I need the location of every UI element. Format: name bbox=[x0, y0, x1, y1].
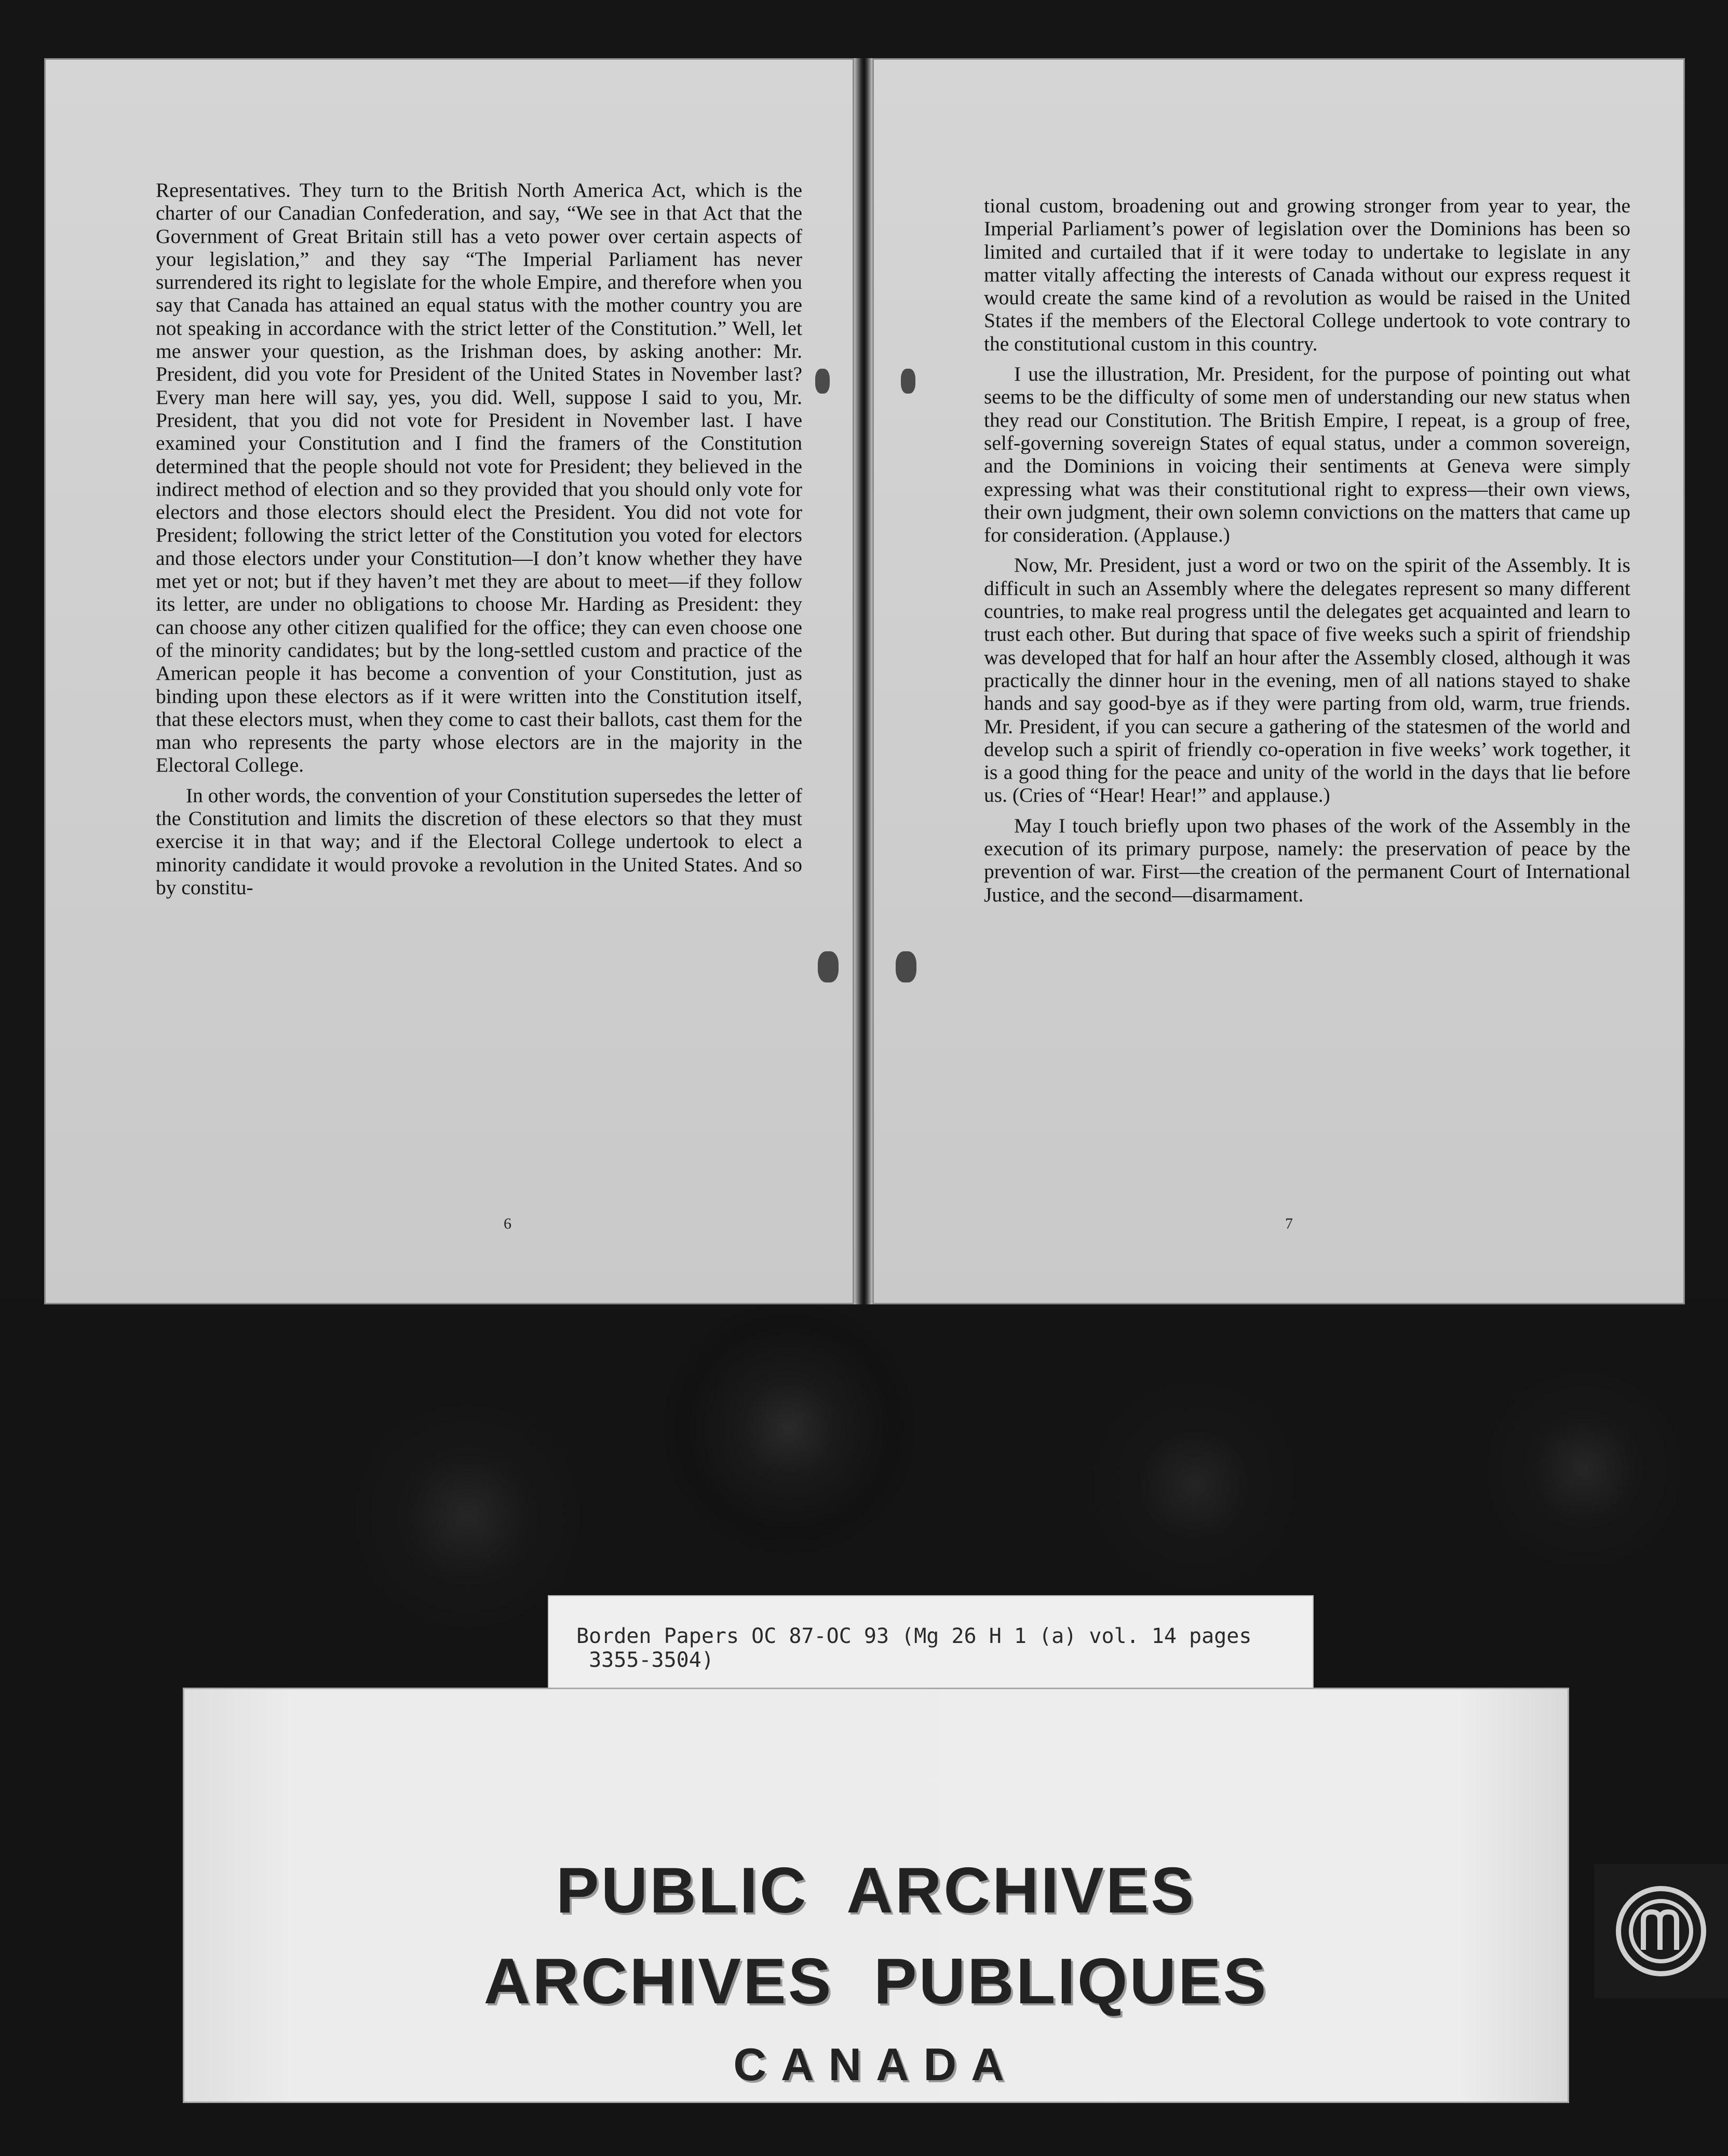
right-page-text bbox=[984, 194, 1630, 906]
page-number: 7 bbox=[1285, 1215, 1293, 1232]
paragraph: tional custom, broadening out and growing stronger from year to year, the Imperial Parliament’s power of legislation over the Dominions has been so limited and curtailed that if it were today to undertake to legislate in any matter vitally affecting the interests of Canada without our express request it would create the same kind of a revolution as would be raised in the United States if the members of the Electoral College undertook to vote contrary to the constitutional custom in this country. bbox=[984, 194, 1630, 355]
archive-title-english: PUBLIC ARCHIVES bbox=[556, 1855, 1196, 1926]
reference-line: 3355-3504) bbox=[576, 1648, 714, 1672]
microfilm-logo-icon bbox=[1594, 1864, 1728, 1998]
logo-graphic bbox=[1594, 1864, 1728, 1998]
paragraph: Now, Mr. President, just a word or two on the spirit of the Assembly. It is difficult in such an Assembly where the delegates represent so many different countries, to make real progress until the delegates get acquainted and learn to trust each other. But during that space of five weeks such a spirit of friendship was developed that for half an hour after the Assembly closed, although it was practically the dinner hour in the evening, men of all nations stayed to shake hands and say good-bye as if they were parting from old, warm, true friends. Mr. President, if you can secure a gathering of the statesmen of the world and develop such a spirit of friendly co-operation in five weeks’ work together, it is a good thing for the peace and unity of the world in the days that lie before us. (Cries of “Hear! Hear!” and applause.) bbox=[984, 554, 1630, 807]
book-spread bbox=[44, 58, 1685, 1304]
punch-hole bbox=[901, 369, 915, 394]
paragraph: I use the illustration, Mr. President, for the purpose of pointing out what seems to be the difficulty of some men of understanding our new status when they read our Constitution. The British Empire, I repeat, is a group of free, self-governing sovereign States of equal status, under a common sovereign, and the Dominions in voicing their sentiments at Geneva were simply expressing what was their constitutional right to express—their own views, their own judgment, their own solemn convictions on the matters that came up for consideration. (Applause.) bbox=[984, 362, 1630, 547]
right-page bbox=[872, 58, 1685, 1304]
punch-hole bbox=[815, 369, 830, 394]
reference-slip bbox=[548, 1595, 1314, 1689]
archive-country: CANADA bbox=[733, 2039, 1019, 2090]
left-page bbox=[44, 58, 854, 1304]
page-number: 6 bbox=[504, 1215, 511, 1232]
reference-line: Borden Papers OC 87-OC 93 (Mg 26 H 1 (a) vol. 14 pages bbox=[576, 1624, 1252, 1648]
left-page-text bbox=[156, 179, 802, 899]
book-gutter bbox=[854, 58, 872, 1304]
paragraph: Representatives. They turn to the British North America Act, which is the charter of our Canadian Confederation, and say, “We see in that Act that the Government of Great Britain still has a veto power over certain aspects of your legislation,” and they say “The Imperial Parliament has never surrendered its right to legislate for the whole Empire, and therefore when you say that Canada has attained an equal status with the mother country you are not speaking in accordance with the strict letter of the Constitution.” Well, let me answer your question, as the Irishman does, by asking another: Mr. President, did you vote for President of the United States in November last? Every man here will say, yes, you did. Well, suppose I said to you, Mr. President, that you did not vote for President in November last. I have examined your Constitution and I find the framers of the Constitution determined that the people should not vote for President; they believed in the indirect method of election and so they provided that you should only vote for electors and those electors should elect the President. You did not vote for President; following the strict letter of the Constitution you voted for electors and those electors under your Constitution—I don’t know whether they have met yet or not; but if they haven’t met they are about to meet—if they follow its letter, are under no obligations to choose Mr. Harding as President: they can choose any other citizen qualified for the office; they can even choose one of the minority candidates; but by the long-settled custom and practice of the American people it has become a convention of your Constitution, just as binding upon these electors as if it were written into the Constitution itself, that these electors must, when they come to cast their ballots, cast them for the man who represents the party whose electors are in the majority in the Electoral College. bbox=[156, 179, 802, 777]
reference-text bbox=[576, 1624, 1303, 1672]
archive-title-french: ARCHIVES PUBLIQUES bbox=[483, 1946, 1268, 2017]
paragraph: In other words, the convention of your Constitution supersedes the letter of the Constitution and limits the discretion of these electors so that they must exercise it in that way; and if the Electoral College undertook to elect a minority candidate it would provoke a revolution in the United States. And so by constitu- bbox=[156, 784, 802, 899]
archive-card bbox=[183, 1688, 1569, 2103]
punch-hole bbox=[818, 951, 839, 982]
punch-hole bbox=[896, 951, 916, 982]
paragraph: May I touch briefly upon two phases of the work of the Assembly in the execution of its primary purpose, namely: the preservation of peace by the prevention of war. First—the creation of the permanent Court of International Justice, and the second—disarmament. bbox=[984, 814, 1630, 906]
